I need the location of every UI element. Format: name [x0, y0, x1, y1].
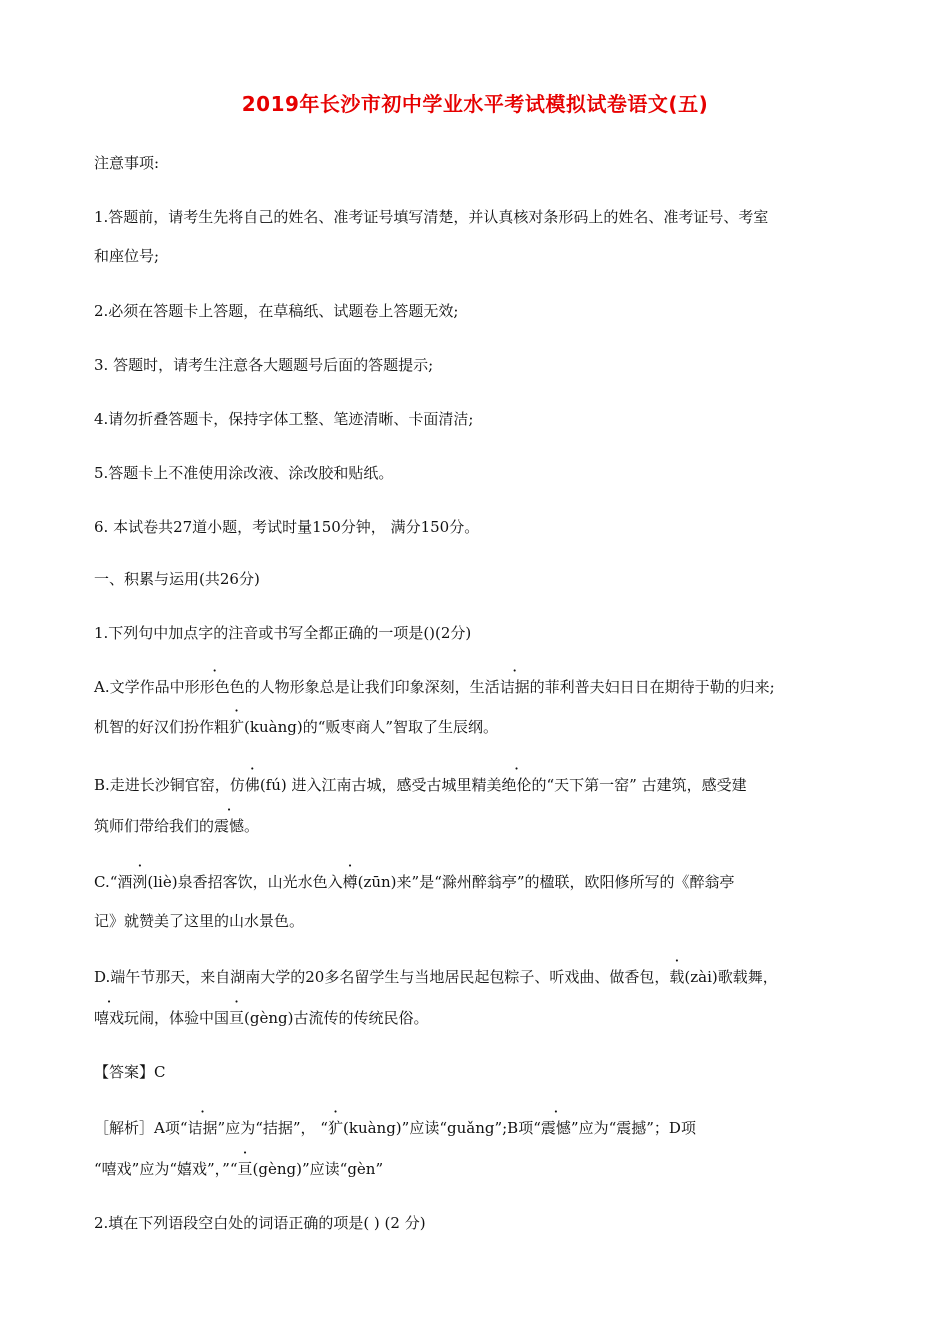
notice-item-5: 5.答题卡上不准使用涂改液、涂改胶和贴纸。: [94, 464, 394, 482]
notice-item-6: 6. 本试卷共27道小题，考试时量150分钟， 满分150分。: [94, 518, 480, 536]
dotted-word: 嘻戏: [94, 1009, 125, 1027]
dotted-word: 形形色色: [184, 678, 245, 696]
notice-item-2: 2.必须在答题卡上答题，在草稿纸、试题卷上答题无效;: [94, 302, 459, 320]
analysis-line-1: ［解析］A项“诘据”应为“拮据”， “犷(kuàng)”应读“guǎng”;B项“震憾”应为“震撼”；D项: [94, 1119, 696, 1137]
option-b-line-1: B.走进长沙铜官窑，仿佛(fú) 进入江南古城，感受古城里精美绝伦的“天下第一窑” 古建筑，感受建: [94, 776, 747, 794]
section-heading: 一、积累与运用(共26分): [94, 570, 260, 588]
dotted-word: 亘: [237, 1160, 253, 1178]
exam-title: 2019年长沙市初中学业水平考试模拟试卷语文(五): [241, 92, 709, 116]
option-b-line-2: 筑师们带给我们的震憾。: [94, 817, 260, 835]
dotted-word: 载: [669, 968, 685, 986]
dotted-word: 犷: [229, 718, 245, 736]
option-a-line-1: A.文学作品中形形色色的人物形象总是让我们印象深刻，生活诘据的菲利普夫妇日日在期待于勒的归来;: [94, 678, 775, 696]
dotted-word: 樽: [342, 873, 358, 891]
dotted-word: 亘: [229, 1009, 245, 1027]
dotted-word: 震憾: [214, 817, 245, 835]
dotted-word: 诘据: [499, 678, 530, 696]
dotted-word: 诘据: [187, 1119, 218, 1137]
dotted-word: 震憾: [540, 1119, 571, 1137]
option-c-line-1: C.“酒洌(liè)泉香招客饮，山光水色入樽(zūn)来”是“滁州醉翁亭”的楹联，欧阳修所写的《醉翁亭: [94, 873, 735, 891]
option-d-line-2: 嘻戏玩闹，体验中国亘(gèng)古流传的传统民俗。: [94, 1009, 429, 1027]
dotted-word: 佛: [244, 776, 260, 794]
analysis-line-2: “嘻戏”应为“嬉戏”，”“亘(gèng)”应读“gèn”: [94, 1160, 384, 1178]
dotted-word: 犷: [327, 1119, 343, 1137]
notice-item-4: 4.请勿折叠答题卡，保持字体工整、笔迹清晰、卡面清洁;: [94, 410, 474, 428]
notice-item-3: 3. 答题时，请考生注意各大题题号后面的答题提示;: [94, 356, 434, 374]
question-1-stem: 1.下列句中加点字的注音或书写全都正确的一项是()(2分): [94, 624, 472, 642]
dotted-word: 绝伦: [501, 776, 532, 794]
notice-item-1-cont: 和座位号;: [94, 247, 160, 265]
option-c-line-2: 记》就赞美了这里的山水景色。: [94, 912, 305, 930]
answer-label: 【答案】C: [94, 1063, 166, 1081]
notice-item-1: 1.答题前，请考生先将自己的姓名、准考证号填写清楚，并认真核对条形码上的姓名、准考证号、考室: [94, 208, 769, 226]
notice-heading: 注意事项:: [94, 154, 160, 172]
question-2-stem: 2.填在下列语段空白处的词语正确的项是( ) (2 分): [94, 1214, 426, 1232]
option-a-line-2: 机智的好汉们扮作粗犷(kuàng)的“贩枣商人”智取了生辰纲。: [94, 718, 499, 736]
option-d-line-1: D.端午节那天，来自湖南大学的20多名留学生与当地居民起包粽子、听戏曲、做香包，载(zài)歌载舞，: [94, 968, 778, 986]
dotted-word: 洌: [132, 873, 148, 891]
